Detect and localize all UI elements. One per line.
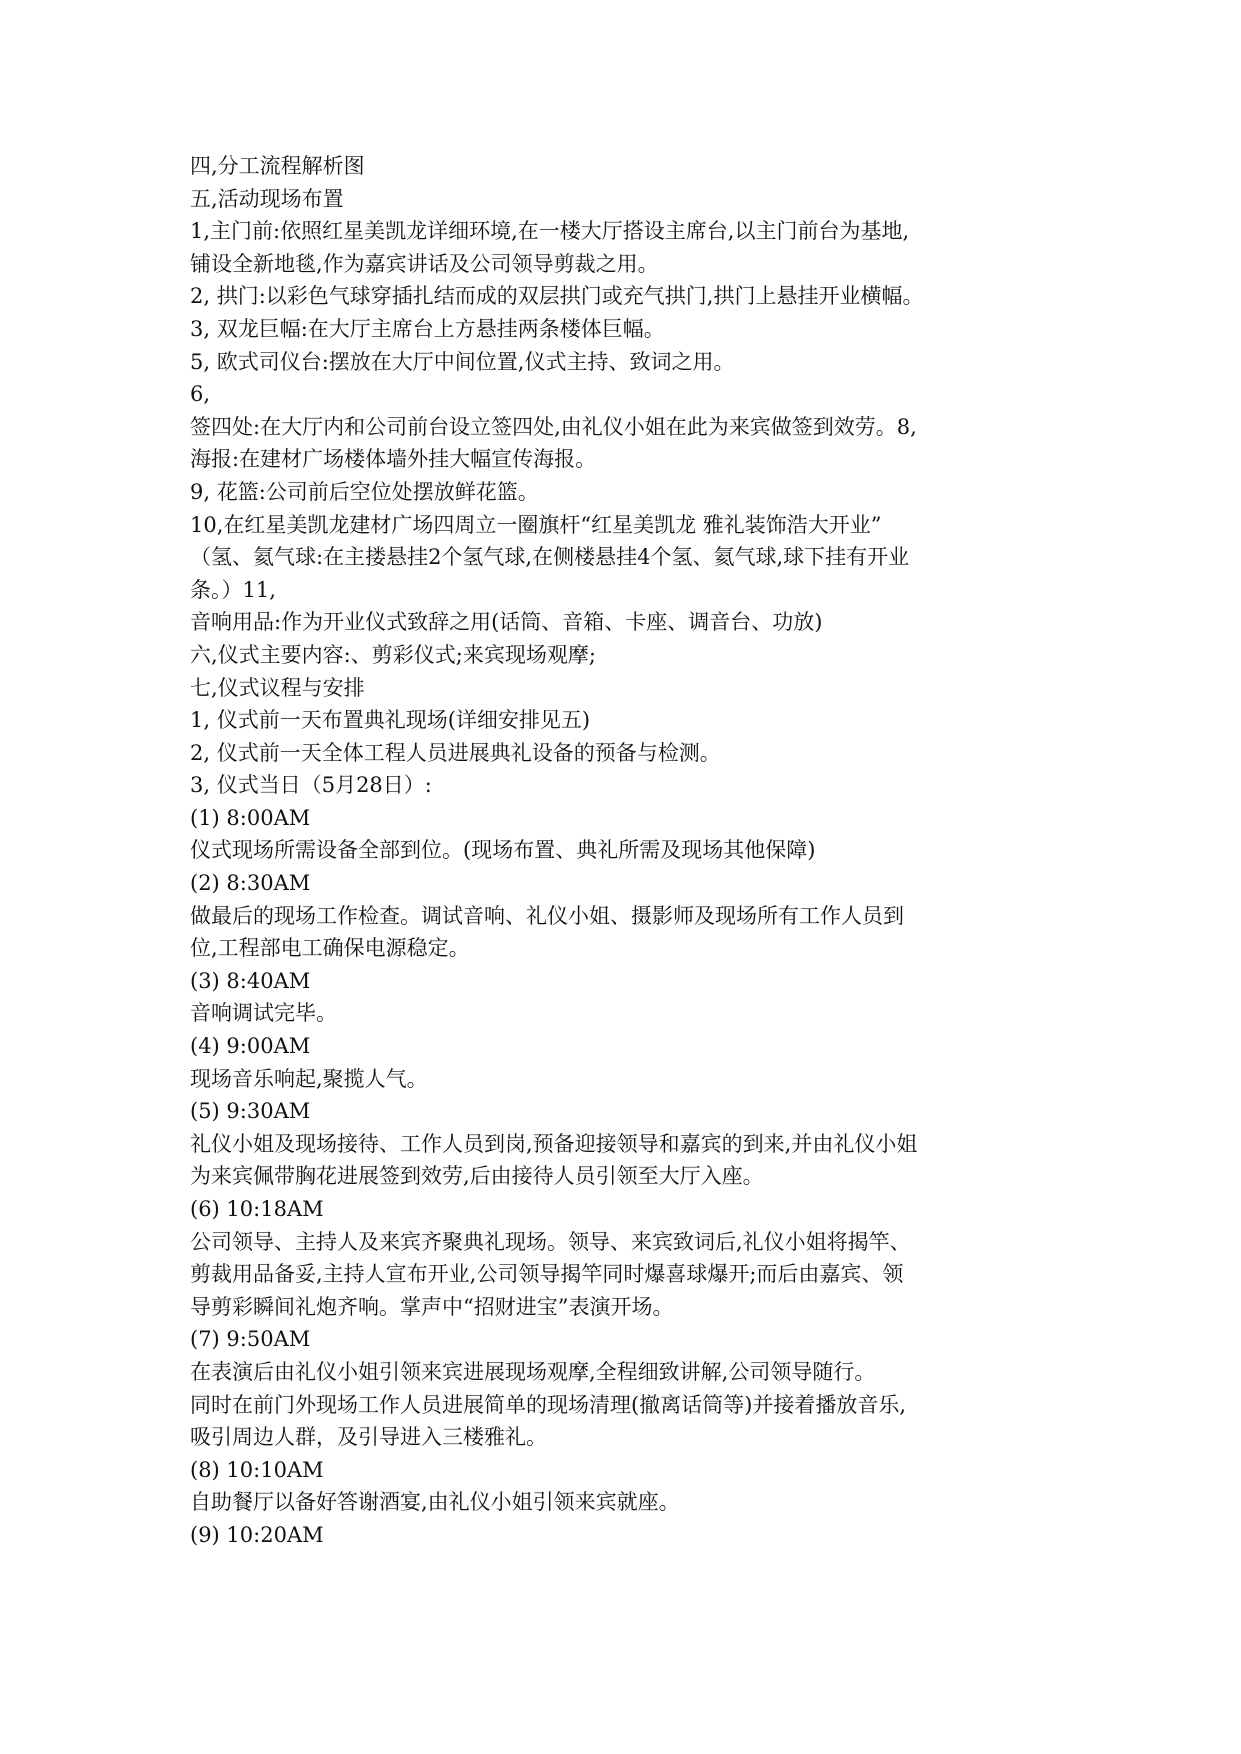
text-line: 2, 拱门:以彩色气球穿插扎结而成的双层拱门或充气拱门,拱门上悬挂开业横幅。 [190,284,924,309]
text-line: 音响用品:作为开业仪式致辞之用(话筒、音箱、卡座、调音台、功放) [190,610,823,635]
text-line: 铺设全新地毯,作为嘉宾讲话及公司领导剪裁之用。 [190,251,659,276]
text-line: 3, 双龙巨幅:在大厅主席台上方悬挂两条楼体巨幅。 [190,316,665,341]
schedule-time: (2) 8:30AM [190,871,311,896]
text-line: （氢、氦气球:在主搂悬挂2个氢气球,在侧楼悬挂4个氢、氦气球,球下挂有开业 [190,545,910,570]
schedule-time: (6) 10:18AM [190,1197,324,1221]
heading-division-flow: 四,分工流程解析图 [190,154,365,178]
text-line: 同时在前门外现场工作人员进展简单的现场清理(撤离话筒等)并接着播放音乐, [190,1392,907,1417]
text-line: 6, [190,382,211,407]
text-line: 5, 欧式司仪台:摆放在大厅中间位置,仪式主持、致词之用。 [190,349,735,374]
text-line: 自助餐厅以备好答谢酒宴,由礼仪小姐引领来宾就座。 [190,1490,680,1515]
text-line: 礼仪小姐及现场接待、工作人员到岗,预备迎接领导和嘉宾的到来,并由礼仪小姐 [190,1131,918,1156]
text-line: 吸引周边人群，及引导进入三楼雅礼。 [190,1425,547,1450]
text-line: 2, 仪式前一天全体工程人员进展典礼设备的预备与检测。 [190,740,721,765]
document-body [190,150,1070,1552]
schedule-time: (7) 9:50AM [190,1327,311,1352]
heading-ceremony-content: 六,仪式主要内容:、剪彩仪式;来宾现场观摩; [190,642,596,667]
schedule-time: (9) 10:20AM [190,1522,324,1547]
text-line: 现场音乐响起,聚揽人气。 [190,1066,428,1091]
text-line: 做最后的现场工作检查。调试音响、礼仪小姐、摄影师及现场所有工作人员到 [190,903,904,928]
schedule-time: (4) 9:00AM [190,1034,311,1059]
text-line: 剪裁用品备妥,主持人宣布开业,公司领导揭竿同时爆喜球爆开;而后由嘉宾、领 [190,1262,904,1287]
text-line: 签四处:在大厅内和公司前台设立签四处,由礼仪小姐在此为来宾做签到效劳。8, [190,414,917,439]
schedule-time: (8) 10:10AM [190,1457,324,1482]
text-line: 1, 仪式前一天布置典礼现场(详细安排见五) [190,708,591,733]
heading-venue-setup: 五,活动现场布置 [190,186,344,211]
text-line: 位,工程部电工确保电源稳定。 [190,936,470,961]
text-line: 导剪彩瞬间礼炮齐响。掌声中“招财进宝”表演开场。 [190,1294,674,1319]
text-line: 1,主门前:依照红星美凯龙详细环境,在一楼大厅搭设主席台,以主门前台为基地, [190,219,910,244]
text-line: 10,在红星美凯龙建材广场四周立一圈旗杆“红星美凯龙 雅礼装饰浩大开业” [190,512,882,537]
text-line: 海报:在建材广场楼体墙外挂大幅宣传海报。 [190,447,597,472]
text-line: 仪式现场所需设备全部到位。(现场布置、典礼所需及现场其他保障) [190,838,816,863]
schedule-time: (5) 9:30AM [190,1099,311,1124]
text-line: 条。）11, [190,577,276,602]
schedule-time: (1) 8:00AM [190,805,311,830]
schedule-time: (3) 8:40AM [190,968,311,993]
text-line: 为来宾佩带胸花进展签到效劳,后由接待人员引领至大厅入座。 [190,1164,764,1189]
text-line: 音响调试完毕。 [190,1001,337,1026]
heading-ceremony-agenda: 七,仪式议程与安排 [190,675,365,700]
text-line: 在表演后由礼仪小姐引领来宾进展现场观摩,全程细致讲解,公司领导随行。 [190,1359,876,1384]
text-line: 9, 花篮:公司前后空位处摆放鲜花篮。 [190,479,539,504]
text-line: 3, 仪式当日（5月28日）: [190,773,432,798]
text-line: 公司领导、主持人及来宾齐聚典礼现场。领导、来宾致词后,礼仪小姐将揭竿、 [190,1229,911,1254]
